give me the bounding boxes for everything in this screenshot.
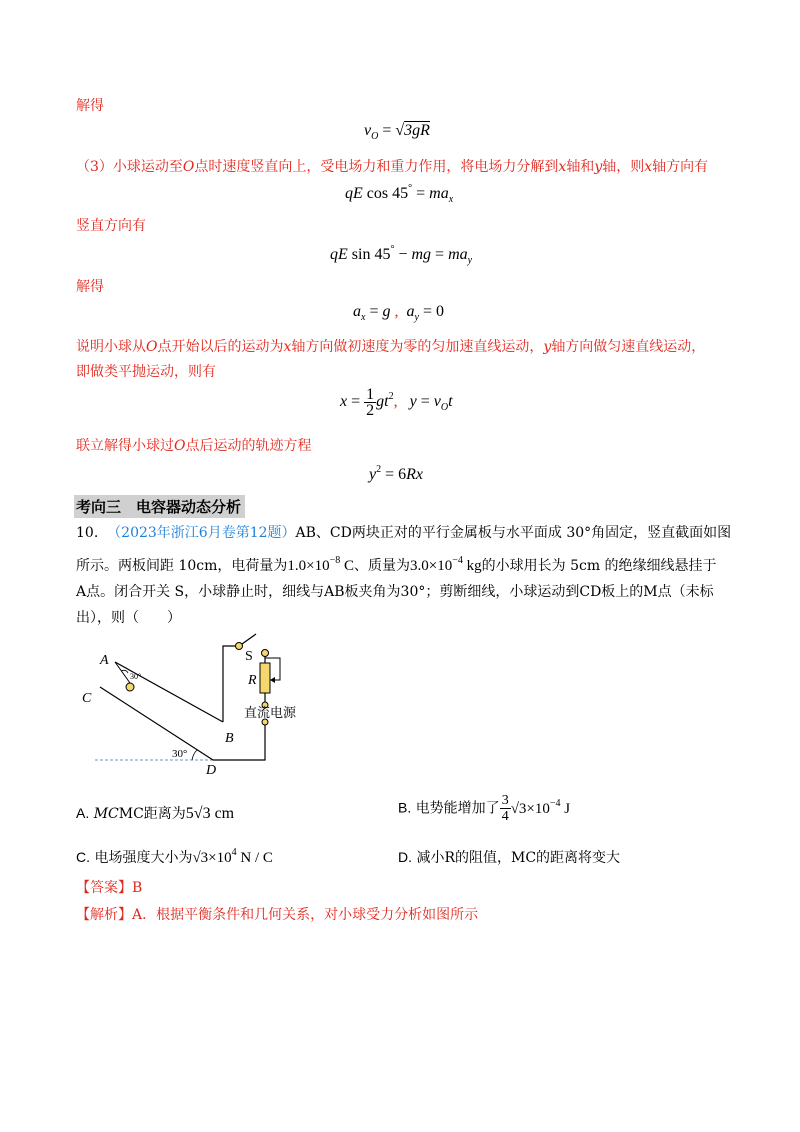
equation-solution: $a_x = g$ , $a_y = 0$ bbox=[353, 303, 444, 323]
svg-text:S: S bbox=[245, 649, 253, 664]
answer-line: 【答案】B bbox=[76, 880, 143, 896]
svg-text:直流电源: 直流电源 bbox=[244, 705, 297, 720]
option-d: D. 减小R的阻值，MC的距离将变大 bbox=[398, 849, 621, 866]
svg-text:D: D bbox=[206, 763, 217, 778]
text-line: 解得 bbox=[76, 279, 104, 295]
text-line: 说明小球从O点开始以后的运动为x轴方向做初速度为零的匀加速直线运动，y轴方向做匀速直线运动， bbox=[76, 339, 706, 355]
option-a: A. MCMC距离为5√3 cm bbox=[76, 805, 235, 822]
wire-top bbox=[223, 646, 236, 722]
text-line: 解得 bbox=[76, 98, 104, 114]
option-b: B. 电势能增加了 $\frac{3}{4}$ $√3\times 10^{-4}$ J bbox=[398, 793, 571, 824]
plate-cd bbox=[100, 687, 213, 760]
text-line: 即做类平抛运动，则有 bbox=[76, 364, 216, 380]
svg-text:A: A bbox=[100, 653, 109, 668]
text-line: 联立解得小球过O点后运动的轨迹方程 bbox=[76, 438, 312, 454]
switch-lever bbox=[242, 634, 256, 644]
equation-motion: x = $\frac{1}{2}$ $gt^2$, $y = v_Ot$ bbox=[340, 386, 453, 419]
svg-text:30°: 30° bbox=[130, 672, 142, 681]
plate-ab bbox=[115, 662, 223, 722]
resistor bbox=[260, 663, 270, 693]
svg-text:C: C bbox=[82, 691, 92, 706]
switch-contact bbox=[236, 643, 243, 650]
equation-ay: qE sin 45° − mg = $ma_y$ bbox=[330, 244, 473, 266]
explanation-line: 【解析】A．根据平衡条件和几何关系，对小球受力分析如图所示 bbox=[76, 907, 479, 923]
option-c: C. 电场强度大小为$√3\times 10^4$ N / C bbox=[76, 847, 273, 866]
equation-vo: $v_O = √3gR$ bbox=[364, 122, 430, 142]
svg-text:R: R bbox=[248, 673, 257, 688]
ball bbox=[126, 683, 134, 691]
wire-bottom bbox=[213, 725, 265, 760]
text-line: （3）小球运动至O点时速度竖直向上，受电场力和重力作用，将电场力分解到x轴和y轴，则x轴方向有 bbox=[76, 159, 709, 175]
text-line: 竖直方向有 bbox=[76, 218, 146, 234]
svg-text:B: B bbox=[225, 731, 234, 746]
section-heading: 考向三 电容器动态分析 bbox=[74, 495, 245, 518]
question-line: 所示。两板间距 10cm，电荷量为$1.0\times 10^{-8}$ C、质量为$3.0\times 10^{-4}$ kg的小球用长为 5cm 的绝缘细线悬挂于 bbox=[76, 555, 717, 574]
question-line: 出），则（ ） bbox=[76, 610, 181, 626]
switch-contact bbox=[262, 650, 269, 657]
equation-trajectory: $y^2 = 6Rx$ bbox=[369, 464, 424, 483]
capacitor-diagram bbox=[70, 630, 310, 780]
question-line: A点。闭合开关 S，小球静止时，细线与AB板夹角为30°；剪断细线，小球运动到CD板上的M点（未标 bbox=[76, 584, 714, 600]
equation-ax: qE $\cos 45^\circ = ma_x$ bbox=[345, 183, 454, 205]
question-line: 10. （2023年浙江6月卷第12题）AB、CD两块正对的平行金属板与水平面成 30°角固定，竖直截面如图 bbox=[76, 525, 732, 541]
svg-text:30°: 30° bbox=[172, 748, 188, 760]
